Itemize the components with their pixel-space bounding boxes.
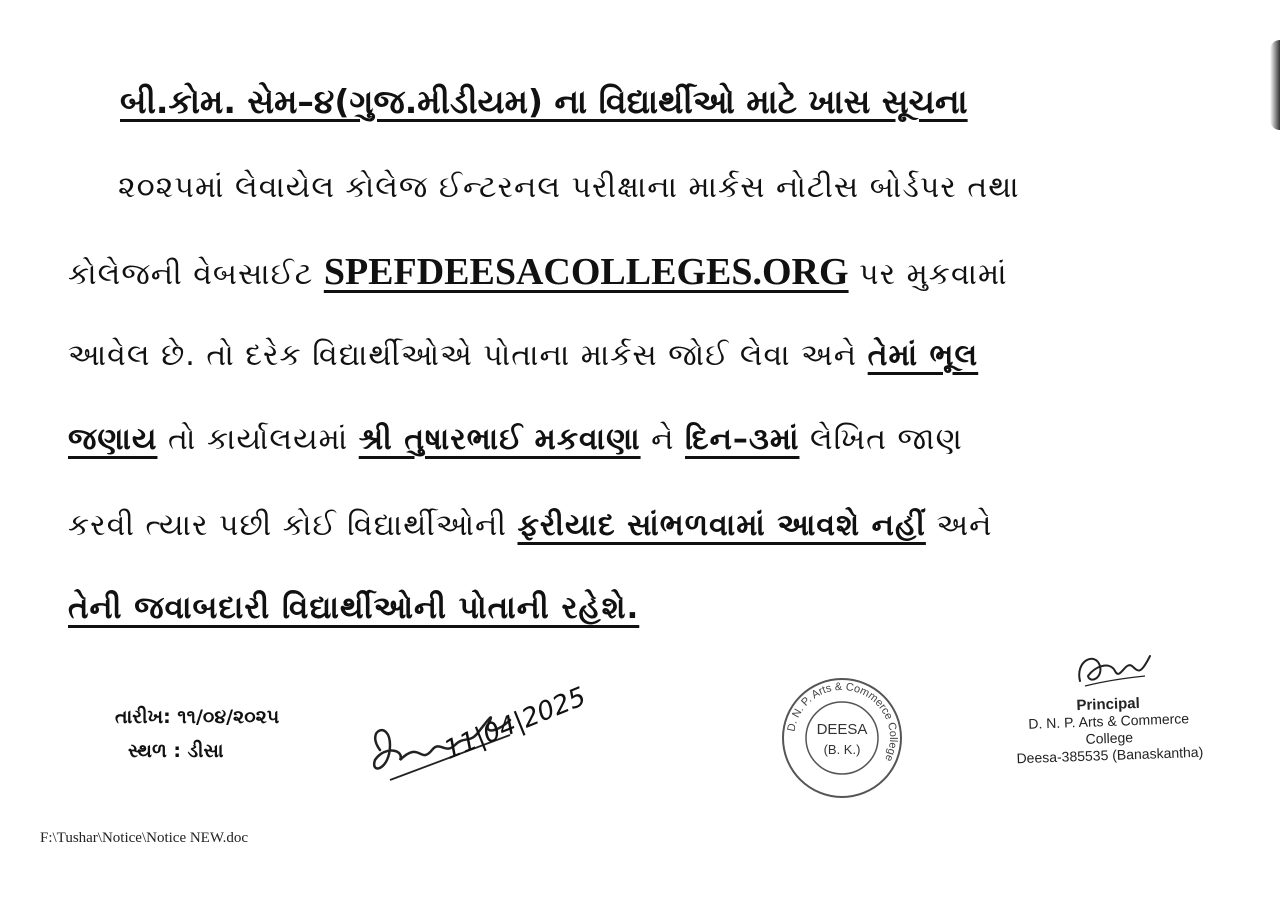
notice-line-5 xyxy=(68,508,1228,543)
seal-center-line2: (B. K.) xyxy=(823,742,861,757)
notice-line-1: ૨૦૨૫માં લેવાયેલ કોલેજ ઈન્ટરનલ પરીક્ષાના માર્કસ નોટીસ બોર્ડપર તથા xyxy=(118,170,1020,205)
college-seal-icon xyxy=(780,676,904,800)
website-link: SPEFDEESACOLLEGES.ORG xyxy=(323,251,849,293)
line3-highlight: તેમાં ભૂલ xyxy=(867,338,979,373)
line4-contact-name: શ્રી તુષારભાઈ મકવાણા xyxy=(358,422,641,457)
line5-highlight: ફરીયાદ સાંભળવામાં આવશે નહીં xyxy=(517,508,926,543)
line5-text-a: કરવી ત્યાર પછી કોઈ વિદ્યાર્થીઓની xyxy=(68,508,507,543)
principal-title: Principal xyxy=(1076,694,1141,715)
notice-date: તારીખ: ૧૧/૦૪/૨૦૨૫ xyxy=(115,706,280,728)
line4-deadline: દિન–૩માં xyxy=(685,422,800,457)
line4-text-d: ને xyxy=(651,422,675,457)
signature-date: 11|04|2025 xyxy=(440,681,591,766)
line4-text-f: લેખિત જાણ xyxy=(810,422,963,457)
principal-college: D. N. P. Arts & Commerce College xyxy=(1028,710,1190,747)
notice-line-3 xyxy=(68,338,1228,373)
line5-text-c: અને xyxy=(936,508,993,543)
scan-edge-shadow xyxy=(1270,40,1280,130)
line4-highlight-a: જણાય xyxy=(68,422,158,457)
notice-title: બી.કોમ. સેમ–૪(ગુજ.મીડીયમ) ના વિદ્યાર્થીઓ માટે ખાસ સૂચના xyxy=(120,82,968,121)
notice-line-2 xyxy=(68,250,1228,294)
line2-text-b: પર મુકવામાં xyxy=(859,257,1008,292)
file-path: F:\Tushar\Notice\Notice NEW.doc xyxy=(40,830,249,846)
seal-center-line1: DEESA xyxy=(816,721,868,738)
line3-text-a: આવેલ છે. તો દરેક વિદ્યાર્થીઓએ પોતાના માર્કસ જોઈ લેવા અને xyxy=(68,338,858,373)
principal-signature-icon xyxy=(1070,636,1160,696)
principal-address: Deesa-385535 (Banaskantha) xyxy=(1016,743,1204,767)
notice-line-4 xyxy=(68,422,1228,457)
seal-ring-text: D. N. P. Arts & Commerce College xyxy=(785,680,900,764)
notice-place: સ્થળ : ડીસા xyxy=(128,740,224,762)
principal-stamp xyxy=(1002,692,1216,767)
notice-line-6: તેની જવાબદારી વિદ્યાર્થીઓની પોતાની રહેશે. xyxy=(68,590,640,626)
line4-text-b: તો કાર્યાલયમાં xyxy=(168,422,349,457)
line2-text-a: કોલેજની વેબસાઈટ xyxy=(68,257,314,292)
